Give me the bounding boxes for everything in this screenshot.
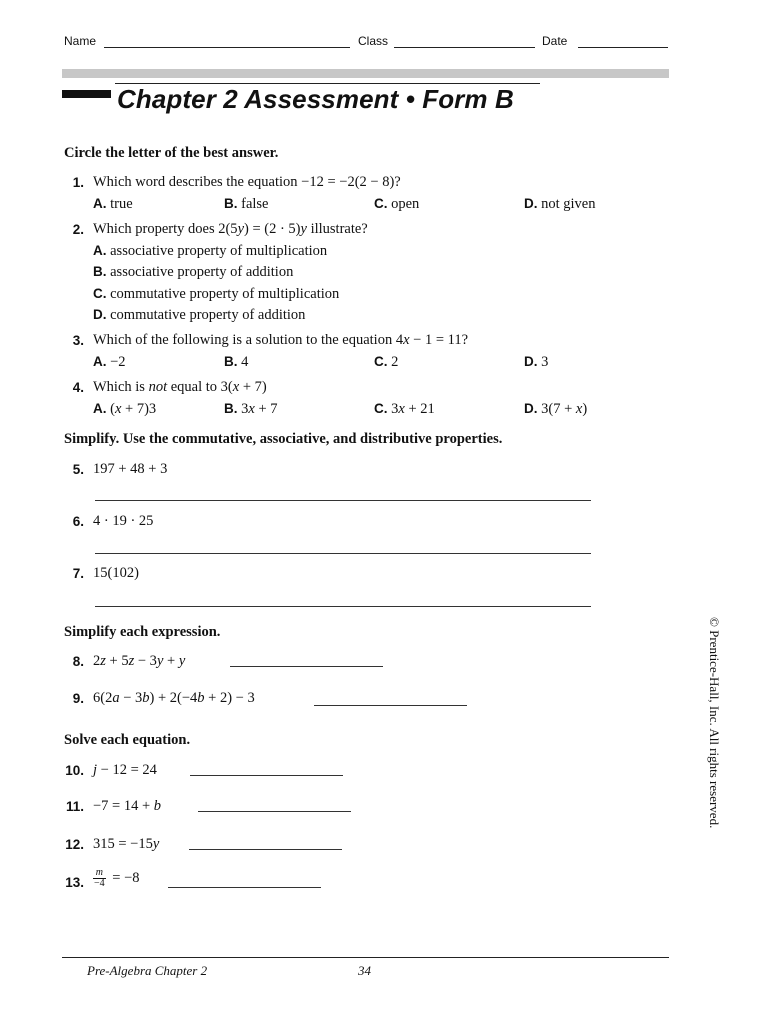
q1-option-b-letter: B. — [224, 196, 238, 211]
q2-option-b[interactable] — [93, 264, 293, 281]
question-number-8: 8. — [72, 654, 84, 669]
q3-option-b[interactable] — [224, 354, 248, 371]
answer-line-10[interactable] — [190, 775, 343, 776]
answer-line-8[interactable] — [230, 666, 383, 667]
q3-option-a[interactable] — [93, 354, 126, 371]
q1-option-d-text: not given — [541, 196, 596, 212]
q2-option-d-letter: D. — [93, 307, 107, 322]
q3-option-a-letter: A. — [93, 354, 107, 369]
question-number-3: 3. — [72, 333, 84, 348]
question-number-7: 7. — [72, 566, 84, 581]
q2-option-c[interactable] — [93, 286, 339, 303]
q1-option-a[interactable] — [93, 196, 133, 213]
name-label: Name — [64, 34, 97, 48]
section-heading-solve-equation: Solve each equation. — [64, 732, 191, 748]
section-heading-simplify-properties: Simplify. Use the commutative, associative, and distributive properties. — [64, 431, 503, 447]
question-number-4: 4. — [72, 380, 84, 395]
question-text-12: 315 = −15y — [93, 836, 160, 852]
answer-line-12[interactable] — [189, 849, 342, 850]
page-number: 34 — [358, 963, 371, 978]
question-text-10: j − 12 = 24 — [93, 762, 157, 778]
q4-option-c[interactable]: C. 3x + 21 — [374, 401, 435, 417]
q3-option-a-text: −2 — [110, 354, 126, 370]
q4-option-a[interactable]: A. (x + 7)3 — [93, 401, 157, 417]
q2-option-c-letter: C. — [93, 286, 107, 301]
q3-option-c-text: 2 — [391, 354, 399, 370]
question-text-8: 2z + 5z − 3y + y — [93, 653, 186, 669]
q3-option-d-letter: D. — [524, 354, 538, 369]
name-field[interactable] — [104, 47, 350, 48]
q1-option-b[interactable] — [224, 196, 269, 213]
question-text-5: 197 + 48 + 3 — [93, 461, 168, 477]
q3-option-d[interactable] — [524, 354, 548, 371]
q3-option-b-letter: B. — [224, 354, 238, 369]
q2-option-a[interactable] — [93, 243, 327, 260]
q2-option-b-letter: B. — [93, 264, 107, 279]
question-text-7: 15(102) — [93, 565, 139, 581]
q1-option-d-letter: D. — [524, 196, 538, 211]
fraction-m-over-neg4: $\frac{m}{-4}$ — [94, 867, 105, 889]
question-text-9: 6(2a − 3b) + 2(−4b + 2) − 3 — [93, 690, 255, 706]
q4-option-b[interactable]: B. 3x + 7 — [224, 401, 278, 417]
date-label: Date — [542, 34, 568, 48]
answer-line-5[interactable] — [95, 500, 591, 501]
q1-option-a-letter: A. — [93, 196, 107, 211]
q2-option-d[interactable] — [93, 307, 305, 324]
footer-book-title: Pre-Algebra Chapter 2 — [87, 963, 208, 978]
section-heading-simplify-expression: Simplify each expression. — [64, 624, 221, 640]
page-title: Chapter 2 Assessment • Form B — [117, 84, 514, 114]
q1-option-c[interactable] — [374, 196, 419, 213]
class-field[interactable] — [394, 47, 535, 48]
q1-option-c-text: open — [391, 196, 420, 212]
question-number-11: 11. — [65, 799, 84, 814]
question-text-6: 4 · 19 · 25 — [93, 513, 154, 529]
footer-rule — [62, 957, 669, 958]
q2-option-d-text: commutative property of addition — [110, 307, 306, 323]
q1-option-b-text: false — [241, 196, 269, 212]
question-text-11: −7 = 14 + b — [93, 798, 162, 814]
q3-option-b-text: 4 — [241, 354, 249, 370]
question-text-13: $\frac{m}{-4}$ = −8 — [94, 867, 140, 889]
question-number-9: 9. — [72, 691, 84, 706]
q3-option-c[interactable] — [374, 354, 398, 371]
question-text-1: Which word describes the equation −12 = −2(2 − 8)? — [93, 174, 401, 190]
date-field[interactable] — [578, 47, 668, 48]
q3-option-d-text: 3 — [541, 354, 549, 370]
copyright-notice: © Prentice-Hall, Inc. All rights reserved. — [707, 617, 722, 829]
q2-option-c-text: commutative property of multiplication — [110, 286, 340, 302]
question-text-4: Which is not equal to 3(x + 7) — [93, 379, 267, 395]
question-number-12: 12. — [65, 837, 84, 852]
answer-line-6[interactable] — [95, 553, 591, 554]
gray-band — [62, 69, 669, 78]
q1-option-d[interactable] — [524, 196, 596, 213]
q2-option-a-letter: A. — [93, 243, 107, 258]
question-number-2: 2. — [72, 222, 84, 237]
answer-line-7[interactable] — [95, 606, 591, 607]
q2-option-a-text: associative property of multiplication — [110, 243, 328, 259]
class-label: Class — [358, 34, 389, 48]
q3-option-c-letter: C. — [374, 354, 388, 369]
answer-line-11[interactable] — [198, 811, 351, 812]
q1-option-c-letter: C. — [374, 196, 388, 211]
section-heading-circle: Circle the letter of the best answer. — [64, 145, 279, 161]
title-tab — [62, 90, 111, 98]
question-text-2: Which property does 2(5y) = (2 · 5)y illustrate? — [93, 221, 368, 237]
question-number-13: 13. — [65, 875, 84, 890]
question-number-6: 6. — [72, 514, 84, 529]
question-number-5: 5. — [72, 462, 84, 477]
answer-line-9[interactable] — [314, 705, 467, 706]
q2-option-b-text: associative property of addition — [110, 264, 294, 280]
question-text-3: Which of the following is a solution to the equation 4x − 1 = 11? — [93, 332, 469, 348]
answer-line-13[interactable] — [168, 887, 321, 888]
q1-option-a-text: true — [110, 196, 133, 212]
q4-option-d[interactable]: D. 3(7 + x) — [524, 401, 588, 417]
question-number-10: 10. — [65, 763, 84, 778]
question-number-1: 1. — [72, 175, 84, 190]
